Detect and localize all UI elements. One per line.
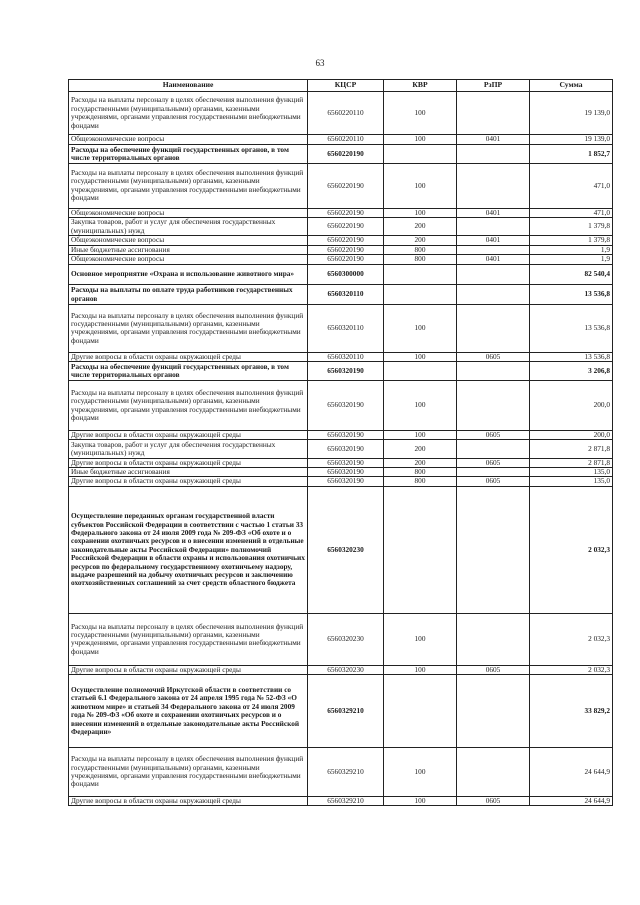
row-name: Расходы на выплаты персоналу в целях обеспечения выполнения функций государственными (муниципальными) органами, казенными учреждениями, органами управления государственными внебюджетными фондами [69, 164, 308, 208]
table-row [69, 674, 613, 747]
row-name: Расходы на обеспечение функций государственных органов, в том числе территориальных органов [69, 144, 308, 163]
row-kvr [384, 486, 457, 613]
row-kvr: 100 [384, 164, 457, 208]
row-sum: 1 379,8 [530, 217, 613, 235]
row-kcsr: 6560300000 [308, 264, 384, 284]
row-sum: 19 139,0 [530, 92, 613, 135]
row-rzpr [457, 486, 530, 613]
row-kcsr: 6560320230 [308, 486, 384, 613]
row-kcsr: 6560220190 [308, 245, 384, 254]
row-kcsr: 6560329210 [308, 748, 384, 796]
row-sum: 135,0 [530, 477, 613, 486]
row-name: Осуществление переданных органам государственной власти субъектов Российской Федерации в соответствии с частью 1 статьи 33 Федерального закона от 24 июля 2009 года № 209-ФЗ «Об охоте и о сохранении охотничьих ресурсов и о внесении изменений в отдельные законодательные акты Российской Федерации» полномочий Российской Федерации в области охраны и использования охотничьих ресурсов по федеральному государственному охотничьему надзору, выдаче разрешений на добычу охотничьих ресурсов и заключению охотхозяйственных соглашений за счет средств областного бюджета [69, 486, 308, 613]
table-row [69, 430, 613, 439]
row-rzpr: 0605 [457, 458, 530, 467]
row-name: Основное мероприятие «Охрана и использование животного мира» [69, 264, 308, 284]
row-rzpr: 0605 [457, 352, 530, 361]
table-row [69, 381, 613, 430]
row-kcsr: 6560329210 [308, 674, 384, 747]
row-name: Другие вопросы в области охраны окружающей среды [69, 430, 308, 439]
row-rzpr [457, 264, 530, 284]
row-rzpr: 0401 [457, 236, 530, 245]
row-sum: 2 032,3 [530, 614, 613, 665]
row-name: Расходы на выплаты персоналу в целях обеспечения выполнения функций государственными (муниципальными) органами, казенными учреждениями, органами управления государственными внебюджетными фондами [69, 305, 308, 352]
row-kcsr: 6560320190 [308, 430, 384, 439]
row-rzpr [457, 614, 530, 665]
row-sum: 82 540,4 [530, 264, 613, 284]
row-sum: 19 139,0 [530, 135, 613, 144]
header-kcsr: КЦСР [308, 80, 384, 92]
row-kvr: 100 [384, 748, 457, 796]
row-kcsr: 6560320190 [308, 362, 384, 381]
row-kvr: 100 [384, 796, 457, 805]
row-kcsr: 6560220110 [308, 135, 384, 144]
row-kvr: 200 [384, 440, 457, 458]
row-rzpr: 0401 [457, 135, 530, 144]
table-row [69, 144, 613, 163]
table-row [69, 236, 613, 245]
table-row [69, 245, 613, 254]
row-kcsr: 6560320110 [308, 305, 384, 352]
row-kcsr: 6560320190 [308, 458, 384, 467]
row-name: Общеэкономические вопросы [69, 255, 308, 264]
row-rzpr: 0605 [457, 477, 530, 486]
row-kvr: 800 [384, 245, 457, 254]
table-row [69, 92, 613, 135]
row-name: Расходы на выплаты персоналу в целях обеспечения выполнения функций государственными (муниципальными) органами, казенными учреждениями, органами управления государственными внебюджетными фондами [69, 748, 308, 796]
row-kvr [384, 362, 457, 381]
row-rzpr: 0605 [457, 430, 530, 439]
row-name: Другие вопросы в области охраны окружающей среды [69, 796, 308, 805]
row-sum: 1 852,7 [530, 144, 613, 163]
header-kvr: КВР [384, 80, 457, 92]
row-kvr: 100 [384, 381, 457, 430]
row-kcsr: 6560220190 [308, 255, 384, 264]
row-kcsr: 6560220190 [308, 164, 384, 208]
row-name: Расходы на выплаты по оплате труда работников государственных органов [69, 284, 308, 304]
row-kvr: 200 [384, 217, 457, 235]
row-name: Закупка товаров, работ и услуг для обеспечения государственных (муниципальных) нужд [69, 440, 308, 458]
row-kvr [384, 144, 457, 163]
row-rzpr [457, 748, 530, 796]
table-row [69, 748, 613, 796]
row-kcsr: 6560220190 [308, 236, 384, 245]
row-kcsr: 6560320110 [308, 352, 384, 361]
row-name: Расходы на выплаты персоналу в целях обеспечения выполнения функций государственными (муниципальными) органами, казенными учреждениями, органами управления государственными внебюджетными фондами [69, 614, 308, 665]
row-name: Другие вопросы в области охраны окружающей среды [69, 477, 308, 486]
table-row [69, 352, 613, 361]
table-row [69, 362, 613, 381]
table-row [69, 477, 613, 486]
row-kcsr: 6560320190 [308, 468, 384, 477]
row-rzpr: 0401 [457, 255, 530, 264]
row-sum: 135,0 [530, 468, 613, 477]
row-rzpr: 0605 [457, 665, 530, 674]
row-kcsr: 6560320230 [308, 614, 384, 665]
row-kvr: 800 [384, 468, 457, 477]
table-row [69, 440, 613, 458]
row-sum: 1,9 [530, 245, 613, 254]
row-name: Иные бюджетные ассигнования [69, 468, 308, 477]
row-sum: 13 536,8 [530, 284, 613, 304]
row-kvr: 100 [384, 614, 457, 665]
row-kcsr: 6560320230 [308, 665, 384, 674]
row-kvr [384, 284, 457, 304]
row-sum: 24 644,9 [530, 748, 613, 796]
row-rzpr [457, 144, 530, 163]
row-kcsr: 6560220190 [308, 144, 384, 163]
row-name: Иные бюджетные ассигнования [69, 245, 308, 254]
row-kvr: 100 [384, 92, 457, 135]
row-rzpr [457, 381, 530, 430]
row-sum: 3 206,8 [530, 362, 613, 381]
row-name: Расходы на выплаты персоналу в целях обеспечения выполнения функций государственными (муниципальными) органами, казенными учреждениями, органами управления государственными внебюджетными фондами [69, 381, 308, 430]
row-sum: 2 871,8 [530, 440, 613, 458]
row-sum: 1 379,8 [530, 236, 613, 245]
row-rzpr [457, 217, 530, 235]
row-sum: 13 536,8 [530, 305, 613, 352]
row-kcsr: 6560220190 [308, 217, 384, 235]
row-kvr: 100 [384, 135, 457, 144]
row-rzpr [457, 164, 530, 208]
row-rzpr [457, 362, 530, 381]
table-row [69, 665, 613, 674]
table-header-row [69, 80, 613, 92]
table-row [69, 208, 613, 217]
row-sum: 24 644,9 [530, 796, 613, 805]
table-row [69, 164, 613, 208]
table-row [69, 796, 613, 805]
row-kvr: 100 [384, 305, 457, 352]
row-sum: 2 032,3 [530, 486, 613, 613]
row-sum: 2 871,8 [530, 458, 613, 467]
row-rzpr: 0401 [457, 208, 530, 217]
table-row [69, 305, 613, 352]
row-kvr: 100 [384, 430, 457, 439]
table-row [69, 458, 613, 467]
row-sum: 2 032,3 [530, 665, 613, 674]
row-name: Другие вопросы в области охраны окружающей среды [69, 352, 308, 361]
row-kvr [384, 674, 457, 747]
row-kvr: 100 [384, 665, 457, 674]
row-kvr: 100 [384, 352, 457, 361]
budget-table [68, 79, 613, 806]
row-rzpr [457, 468, 530, 477]
row-kcsr: 6560320110 [308, 284, 384, 304]
row-sum: 1,9 [530, 255, 613, 264]
table-row [69, 468, 613, 477]
row-kvr: 800 [384, 477, 457, 486]
row-sum: 200,0 [530, 430, 613, 439]
row-kcsr: 6560220110 [308, 92, 384, 135]
row-rzpr: 0605 [457, 796, 530, 805]
row-name: Общеэкономические вопросы [69, 135, 308, 144]
row-sum: 200,0 [530, 381, 613, 430]
table-row [69, 264, 613, 284]
page-number: 63 [315, 58, 325, 68]
row-rzpr [457, 440, 530, 458]
table-row [69, 255, 613, 264]
row-sum: 471,0 [530, 208, 613, 217]
table-row [69, 486, 613, 613]
header-rzpr: РзПР [457, 80, 530, 92]
row-rzpr [457, 92, 530, 135]
row-rzpr [457, 284, 530, 304]
row-sum: 33 829,2 [530, 674, 613, 747]
row-kvr: 200 [384, 236, 457, 245]
row-kcsr: 6560320190 [308, 440, 384, 458]
table-row [69, 217, 613, 235]
row-kcsr: 6560220190 [308, 208, 384, 217]
row-rzpr [457, 305, 530, 352]
row-sum: 471,0 [530, 164, 613, 208]
row-kvr: 800 [384, 255, 457, 264]
row-name: Расходы на выплаты персоналу в целях обеспечения выполнения функций государственными (муниципальными) органами, казенными учреждениями, органами управления государственными внебюджетными фондами [69, 92, 308, 135]
header-sum: Сумма [530, 80, 613, 92]
table-body [69, 92, 613, 806]
header-name: Наименование [69, 80, 308, 92]
row-name: Осуществление полномочий Иркутской области в соответствии со статьей 6.1 Федерального закона от 24 апреля 1995 года № 52-ФЗ «О животном мире» и статьей 34 Федерального закона от 24 июля 2009 года № 209-ФЗ «Об охоте и сохранении охотничьих ресурсов и о внесении изменений в отдельные законодательные акты Российской Федерации» [69, 674, 308, 747]
row-rzpr [457, 674, 530, 747]
row-rzpr [457, 245, 530, 254]
row-name: Расходы на обеспечение функций государственных органов, в том числе территориальных органов [69, 362, 308, 381]
row-kcsr: 6560320190 [308, 477, 384, 486]
table-row [69, 614, 613, 665]
row-kvr: 200 [384, 458, 457, 467]
row-name: Другие вопросы в области охраны окружающей среды [69, 458, 308, 467]
table-row [69, 284, 613, 304]
table-row [69, 135, 613, 144]
row-name: Общеэкономические вопросы [69, 208, 308, 217]
row-name: Закупка товаров, работ и услуг для обеспечения государственных (муниципальных) нужд [69, 217, 308, 235]
row-name: Общеэкономические вопросы [69, 236, 308, 245]
row-name: Другие вопросы в области охраны окружающей среды [69, 665, 308, 674]
row-kcsr: 6560329210 [308, 796, 384, 805]
row-kcsr: 6560320190 [308, 381, 384, 430]
row-kvr: 100 [384, 208, 457, 217]
row-kvr [384, 264, 457, 284]
row-sum: 13 536,8 [530, 352, 613, 361]
